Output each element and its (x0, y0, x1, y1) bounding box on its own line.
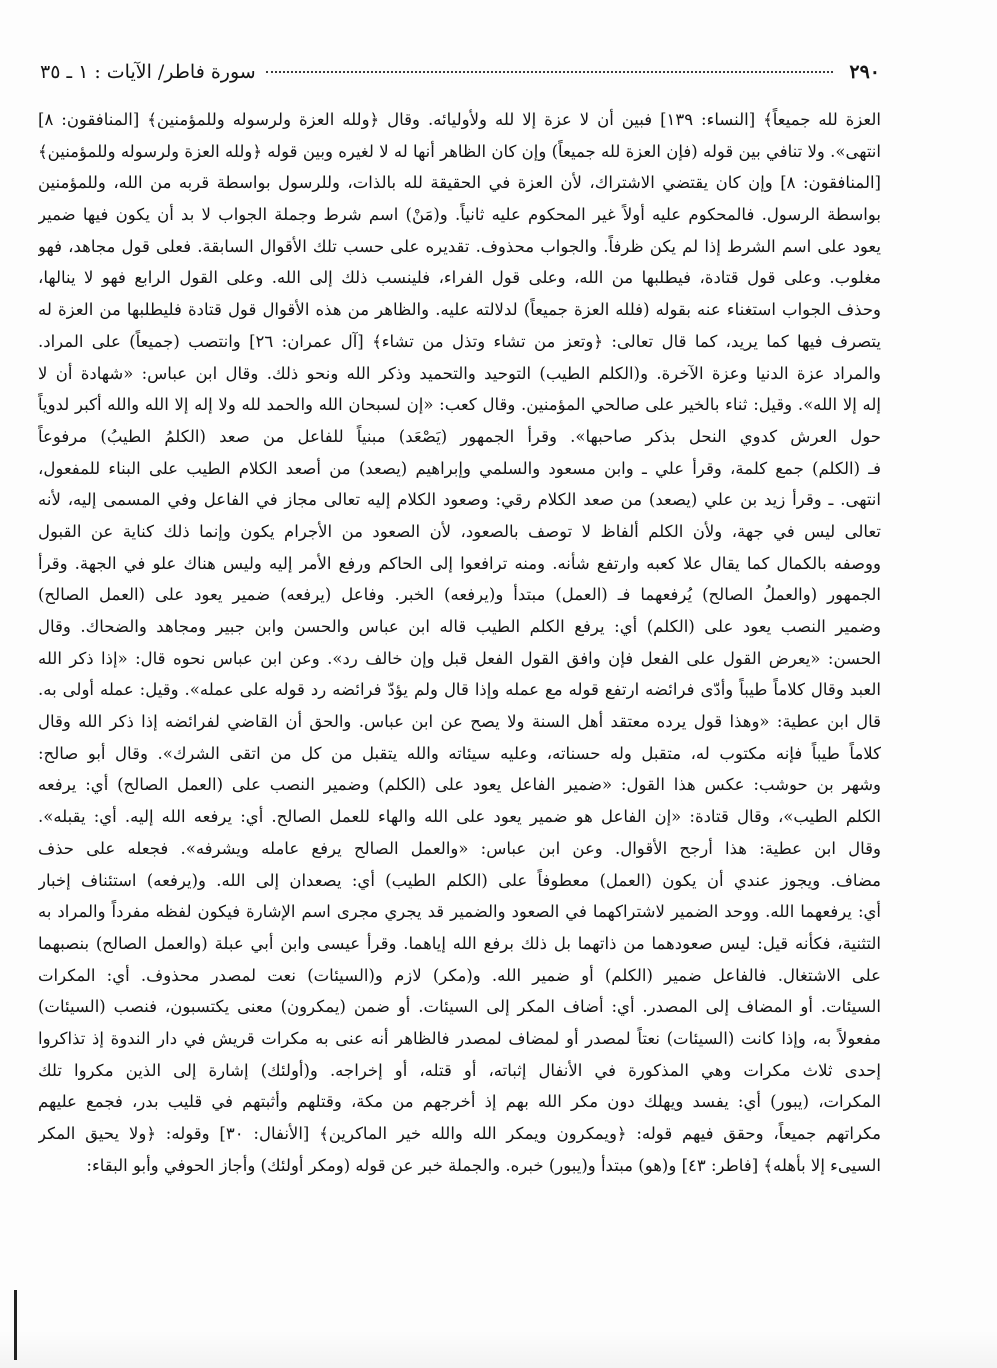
text-line: المكرات، (يبور) أي: يفسد ويهلك دون مكر الله بهم إذ أخرجهم من مكة، وقتلهم وأثبتهم في قليب بدر، فجمع عليهم (38, 1092, 881, 1112)
text-line: السيىء إلا بأهله﴾ [فاطر: ٤٣] و(هو) مبتدأ و(يبور) خبره. والجملة خبر عن قوله (ومكر أولئك) وأجاز الحوفي وأبو البقاء: (86, 1155, 881, 1175)
text-line: انتهى». ولا تنافي بين قوله (فإن العزة لله جميعاً) وإن كان الظاهر أنها له لا لغيره وبين قوله ﴿ولله العزة ولرسوله وللمؤمنين﴾ (38, 141, 881, 161)
text-line: أي: يرفعهما الله. ووحد الضمير لاشتراكهما في الصعود والضمير قد يجري مجرى اسم الإشارة فيكون لفظه مفرداً والمراد به (38, 902, 881, 922)
text-line: الحسن: «يعرض القول على الفعل فإن وافق القول الفعل قبل وإن خالف رد». وعن ابن عباس نحوه قال: «إذا ذكر الله (38, 648, 881, 668)
text-line: العبد وقال كلاماً طيباً وأدّى فرائضه ارتفع قوله مع عمله وإذا قال ولم يؤدّ فرائضه رد قوله على عمله». وقيل: عمله أولى به. (38, 680, 881, 700)
text-line: فـ (الكلم) جمع كلمة، وقرأ علي ـ وابن مسعود والسلمي وإبراهيم (يصعد) من أصعد الكلام الطيب على البناء للمفعول، (38, 458, 881, 478)
text-line: العزة لله جميعاً﴾ [النساء: ١٣٩] فبين أن لا عزة إلا لله ولأوليائه. وقال ﴿ولله العزة ولرسوله وللمؤمنين﴾ [المنافقون: ٨] (38, 110, 881, 129)
text-line: السيئات. أو المضاف إلى المصدر. أي: أضاف المكر إلى السيئات. أو ضمن (يمكرون) معنى يكتسبون، فنصب (السيئات) (38, 997, 881, 1017)
scan-edge-shadow (0, 1330, 997, 1368)
text-line: بواسطة الرسول. فالمحكوم عليه أولاً غير المحكوم عليه ثانياً. و(مَنْ) اسم شرط وجملة الجواب لا بد أن يكون فيها ضمير (38, 205, 881, 225)
text-line: وشهر بن حوشب: عكس هذا القول: «ضمير الفاعل يعود على (الكلم) وضمير النصب على (العمل الصالح) أي: يرفعه (38, 775, 881, 795)
text-line: على الاشتغال. فالفاعل ضمير (الكلم) أو ضمير الله. و(مكر) لازم و(السيئات) نعت لمصدر محذوف. أي: المكرات (38, 965, 881, 985)
text-line: [المنافقون: ٨] وإن كان يقتضي الاشتراك، لأن العزة في الحقيقة لله بالذات، وللرسول بواسطة قربه من الله، وللمؤمنين (38, 173, 881, 193)
text-line: ووصفه بالكمال كما يقال علا كعبه وارتفع شأنه. ومنه ترافعوا إلى الحاكم ورفع الأمر إليه وليس هناك علو في الجهة. وقرأ (38, 553, 881, 573)
text-line: الكلم الطيب»، وقال قتادة: «إن الفاعل هو ضمير يعود على الله والهاء للعمل الصالح. أي: يرفعه الله إليه. أي: يقبله». (38, 807, 881, 827)
body-text (38, 104, 881, 1181)
page-header (40, 52, 880, 92)
header-dot-leader (266, 71, 834, 73)
text-line: مكراتهم جميعاً، وحقق فيهم قوله: ﴿ويمكرون ويمكر الله والله خير الماكرين﴾ [الأنفال: ٣٠] وقوله: ﴿ولا يحيق المكر (38, 1124, 881, 1143)
text-line: مضاف. ويجوز عندي أن يكون (العمل) معطوفاً على (الكلم الطيب) أي: يصعدان إلى الله. و(يرفعه) استئناف إخبار (38, 870, 881, 890)
text-line: وحذف الجواب استغناء عنه بقوله (فلله العزة جميعاً) لدلالته عليه. والظاهر من هذه الأقوال قول قتادة فليطلبها من العزة له (38, 300, 881, 320)
text-line: إله إلا الله». وقيل: ثناء بالخير على صالحي المؤمنين. وقال كعب: «إن لسبحان الله والحمد لله ولا إله إلا الله والله أكبر لدوياً (38, 395, 881, 415)
text-line: قال ابن عطية: «وهذا قول يرده معتقد أهل السنة ولا يصح عن ابن عباس. والحق أن القاضي لفرائضه إذا ذكر الله وقال (38, 712, 881, 732)
text-line: مفعولاً به، وإذا كانت (السيئات) نعتاً لمصدر أو لمضاف لمصدر فالظاهر أنه عنى به مكرات قريش في دار الندوة إذ تذاكروا (38, 1028, 881, 1048)
text-line: حول العرش كدوي النحل بذكر صاحبها». وقرأ الجمهور (يَصْعَد) مبنياً للفاعل من صعد (الكلمُ الطيبُ) مرفوعاً (38, 426, 881, 446)
page-number: ٢٩٠ (849, 61, 880, 83)
text-line: وقال ابن عطية: هذا أرجح الأقوال. وعن ابن عباس: «والعمل الصالح يرفع عامله ويشرفه». فجعله على حذف (38, 838, 881, 858)
text-line: والمراد عزة الدنيا وعزة الآخرة. و(الكلم الطيب) التوحيد والتحميد وذكر الله ونحو ذلك. وقال ابن عباس: «شهادة أن لا (38, 363, 881, 383)
text-line: كلاماً طيباً فإنه مكتوب له، متقبل وله حسناته، وعليه سيئاته والله يتقبل من كل من اتقى الشرك». وقال أبو صالح: (38, 743, 881, 763)
text-line: التثنية، فكأنه قيل: ليس صعودهما من ذاتهما بل ذلك برفع الله إياهما. وقرأ عيسى وابن أبي عبلة (والعمل الصالح) بنصبهما (38, 933, 881, 953)
text-line: إحدى ثلاث مكرات وهي المذكورة في الأنفال إثباته، أو قتله، أو إخراجه. و(أولئك) إشارة إلى الذين مكروا تلك (38, 1060, 881, 1080)
running-title: سورة فاطر/ الآيات : ١ ـ ٣٥ (40, 61, 256, 83)
text-line: تعالى ليس في جهة، ولأن الكلم ألفاظ لا توصف بالصعود، لأن الصعود من الأجرام يكون وإنما ذلك كناية عن القبول (38, 521, 881, 541)
text-line: مغلوب. وعلى قول قتادة، فيطلبها من الله، وعلى قول الفراء، فلينسب ذلك إلى الله. وعلى القول الرابع فهو لا ينالها، (38, 268, 881, 288)
text-line: يعود على اسم الشرط إذا لم يكن ظرفاً. والجواب محذوف. تقديره على حسب تلك الأقوال السابقة. فعلى قول مجاهد، فهو (38, 236, 881, 256)
text-line: يتصرف فيها كما يريد، كما قال تعالى: ﴿وتعز من تشاء وتذل من تشاء﴾ [آل عمران: ٢٦] وانتصب (جميعاً) على المراد. (38, 331, 881, 351)
text-line: وضمير النصب يعود على (الكلم) أي: يرفع الكلم الطيب قاله ابن عباس والحسن وابن جبير ومجاهد والضحاك. وقال (38, 617, 881, 636)
text-line: انتهى. ـ وقرأ زيد بن علي (يصعد) من صعد الكلام رقي: وصعود الكلام إليه تعالى مجاز في الفاعل وفي المسمى إليه، لأنه (38, 490, 881, 510)
text-line: الجمهور (والعملُ الصالح) يُرفعهما فـ (العمل) مبتدأ و(يرفعه) الخبر. وفاعل (يرفعه) ضمير يعود على (العمل الصالح) (38, 585, 881, 605)
